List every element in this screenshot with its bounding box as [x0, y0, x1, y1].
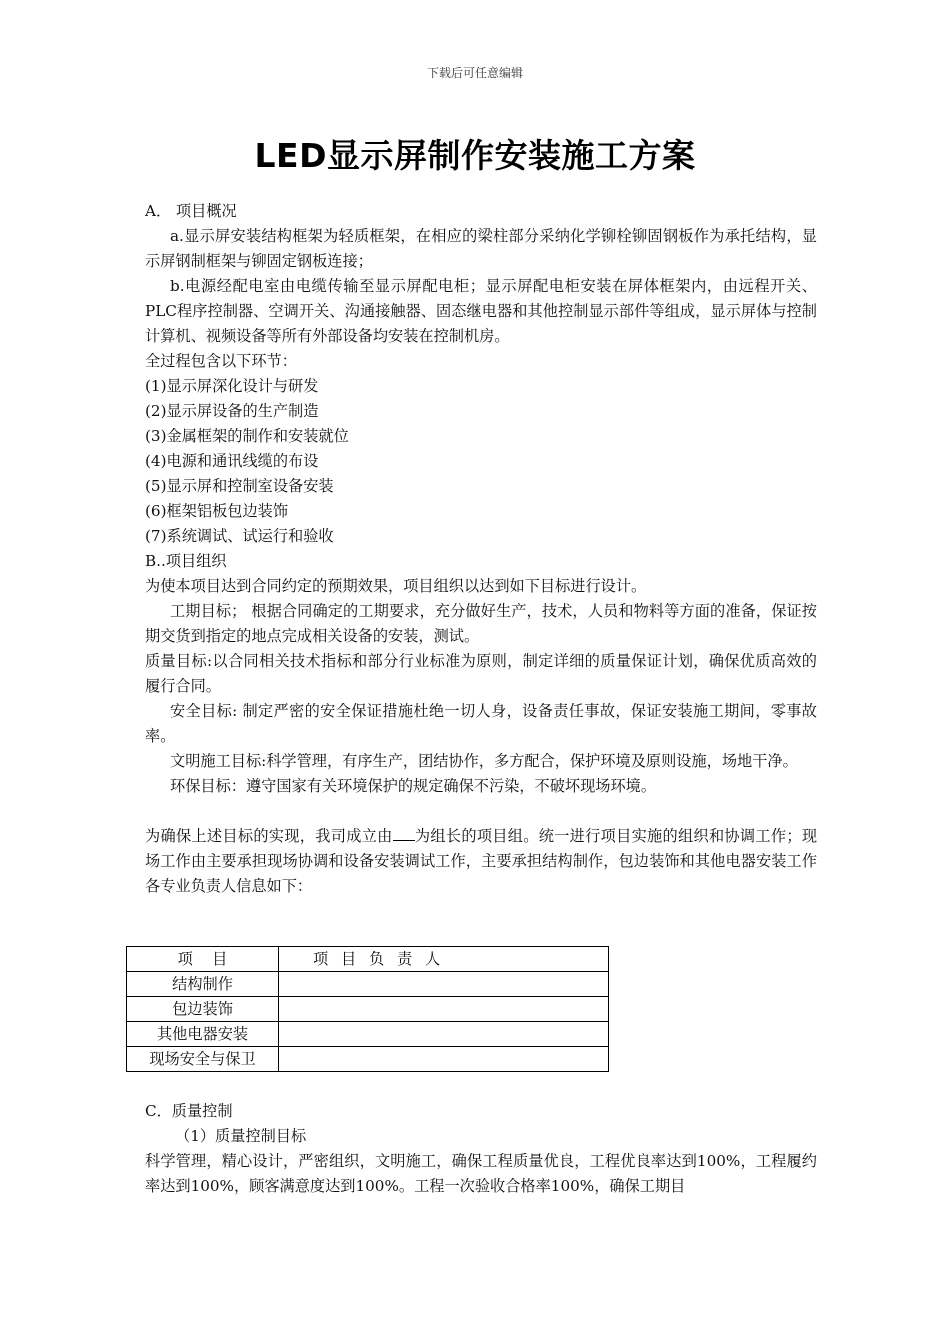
goal-safety: 安全目标: 制定严密的安全保证措施杜绝一切人身，设备责任事故，保证安装施工期间，零事故率。 [145, 702, 817, 745]
spacer [145, 799, 817, 824]
step-item: (2)显示屏设备的生产制造 [145, 402, 319, 420]
table-cell-owner [279, 972, 609, 997]
table-row [127, 1047, 609, 1072]
step-item: (1)显示屏深化设计与研发 [145, 377, 319, 395]
table-cell-owner [279, 1022, 609, 1047]
table-header-owner: 项 目 负 责 人 [279, 947, 609, 972]
team-text-pre: 为确保上述目标的实现，我司成立由 [145, 827, 393, 845]
process-intro: 全过程包含以下环节： [145, 352, 297, 370]
responsibility-table [126, 946, 609, 1072]
section-a-heading: A． 项目概况 [145, 202, 237, 220]
table-row [127, 997, 609, 1022]
step-item: (7)系统调试、试运行和验收 [145, 527, 334, 545]
section-c-subheading: （1）质量控制目标 [175, 1127, 307, 1145]
table-row [127, 972, 609, 997]
table-row [127, 1022, 609, 1047]
leader-blank [393, 825, 415, 841]
goal-quality: 质量目标:以合同相关技术指标和部分行业标准为原则，制定详细的质量保证计划，确保优质高效的履行合同。 [145, 652, 817, 695]
step-item: (3)金属框架的制作和安装就位 [145, 427, 349, 445]
page-header: 下载后可任意编辑 [426, 66, 523, 80]
section-c [145, 1099, 817, 1199]
section-b-heading: B..项目组织 [145, 552, 227, 570]
step-item: (4)电源和通讯线缆的布设 [145, 452, 319, 470]
step-item: (6)框架铝板包边装饰 [145, 502, 289, 520]
document-body [145, 199, 817, 899]
team-text-post: 为组长的项目组。统一进行项目实施的组织和协调工作；现场工作由主要承担现场协调和设备安装调试工作，主要承担结构制作，包边装饰和其他电器安装工作各专业负责人信息如下： [145, 827, 818, 895]
step-item: (5)显示屏和控制室设备安装 [145, 477, 334, 495]
table-cell-project: 包边装饰 [127, 997, 279, 1022]
table-header-project: 项 目 [127, 947, 279, 972]
table-cell-project: 结构制作 [127, 972, 279, 997]
section-c-heading: C．质量控制 [145, 1102, 233, 1120]
table-cell-owner [279, 1047, 609, 1072]
section-c-text: 科学管理，精心设计，严密组织，文明施工，确保工程质量优良，工程优良率达到100%，工程履约率达到100%，顾客满意度达到100%。工程一次验收合格率100%，确保工期目 [145, 1152, 817, 1195]
goal-schedule: 工期目标； 根据合同确定的工期要求，充分做好生产，技术，人员和物料等方面的准备，保证按期交货到指定的地点完成相关设备的安装，测试。 [145, 602, 817, 645]
document-title: LED显示屏制作安装施工方案 [254, 136, 696, 175]
goal-environment: 环保目标：遵守国家有关环境保护的规定确保不污染，不破坏现场环境。 [170, 777, 656, 795]
goal-civil: 文明施工目标:科学管理，有序生产，团结协作，多方配合，保护环境及原则设施，场地干净。 [170, 752, 798, 770]
paragraph-a: a.显示屏安装结构框架为轻质框架，在相应的梁柱部分采纳化学铆栓铆固钢板作为承托结构，显示屏钢制框架与铆固定钢板连接； [145, 227, 817, 270]
table-cell-project: 现场安全与保卫 [127, 1047, 279, 1072]
team-paragraph [145, 824, 817, 899]
section-b-intro: 为使本项目达到合同约定的预期效果，项目组织以达到如下目标进行设计。 [145, 577, 647, 595]
paragraph-b: b.电源经配电室由电缆传输至显示屏配电柜；显示屏配电柜安装在屏体框架内，由远程开关、PLC程序控制器、空调开关、沟通接触器、固态继电器和其他控制显示部件等组成，显示屏体与控制计算机、视频设备等所有外部设备均安装在控制机房。 [145, 277, 817, 345]
table-header-row [127, 947, 609, 972]
table-cell-project: 其他电器安装 [127, 1022, 279, 1047]
table-cell-owner [279, 997, 609, 1022]
